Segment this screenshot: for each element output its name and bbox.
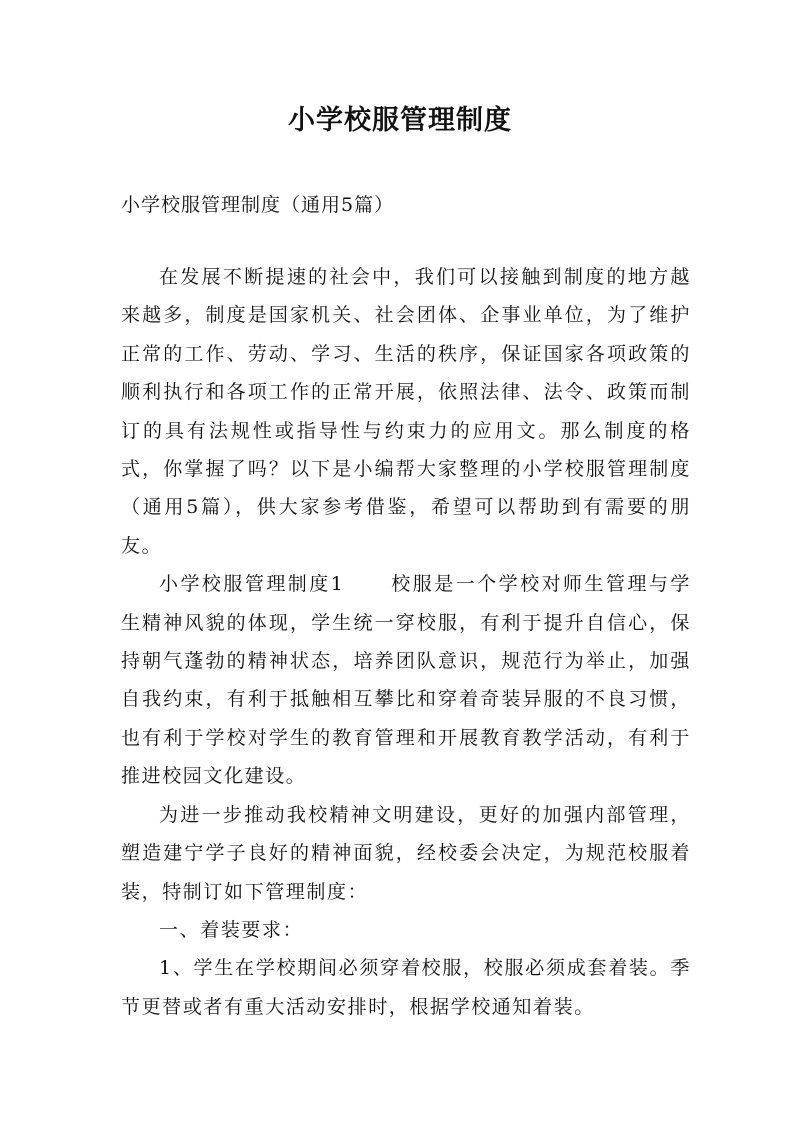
document-body [121,258,691,1026]
section-heading: 小学校服管理制度1 [159,573,345,596]
section-1-paragraph [121,565,691,795]
requirements-heading: 一、着装要求： [159,918,304,941]
document-title: 小学校服管理制度 [288,105,512,136]
purpose-paragraph: 为进一步推动我校精神文明建设，更好的加强内部管理，塑造建宁学子良好的精神面貌，经校委会决定，为规范校服着装，特制订如下管理制度： [121,803,691,903]
requirement-1-paragraph: 1、学生在学校期间必须穿着校服，校服必须成套着装。季节更替或者有重大活动安排时，根据学校通知着装。 [121,957,691,1018]
document-subtitle: 小学校服管理制度（通用5篇） [121,194,395,216]
section-1-text: 校服是一个学校对师生管理与学生精神风貌的体现，学生统一穿校服，有利于提升自信心，保持朝气蓬勃的精神状态，培养团队意识，规范行为举止，加强自我约束，有利于抵触相互攀比和穿着奇装异服的不良习惯，也有利于学校对学生的教育管理和开展教育教学活动，有利于推进校园文化建设。 [121,573,691,788]
intro-paragraph: 在发展不断提速的社会中，我们可以接触到制度的地方越来越多，制度是国家机关、社会团体、企事业单位，为了维护正常的工作、劳动、学习、生活的秩序，保证国家各项政策的顺利执行和各项工作的正常开展，依照法律、法令、政策而制订的具有法规性或指导性与约束力的应用文。那么制度的格式，你掌握了吗？以下是小编帮大家整理的小学校服管理制度（通用5篇），供大家参考借鉴，希望可以帮助到有需要的朋友。 [121,266,691,557]
